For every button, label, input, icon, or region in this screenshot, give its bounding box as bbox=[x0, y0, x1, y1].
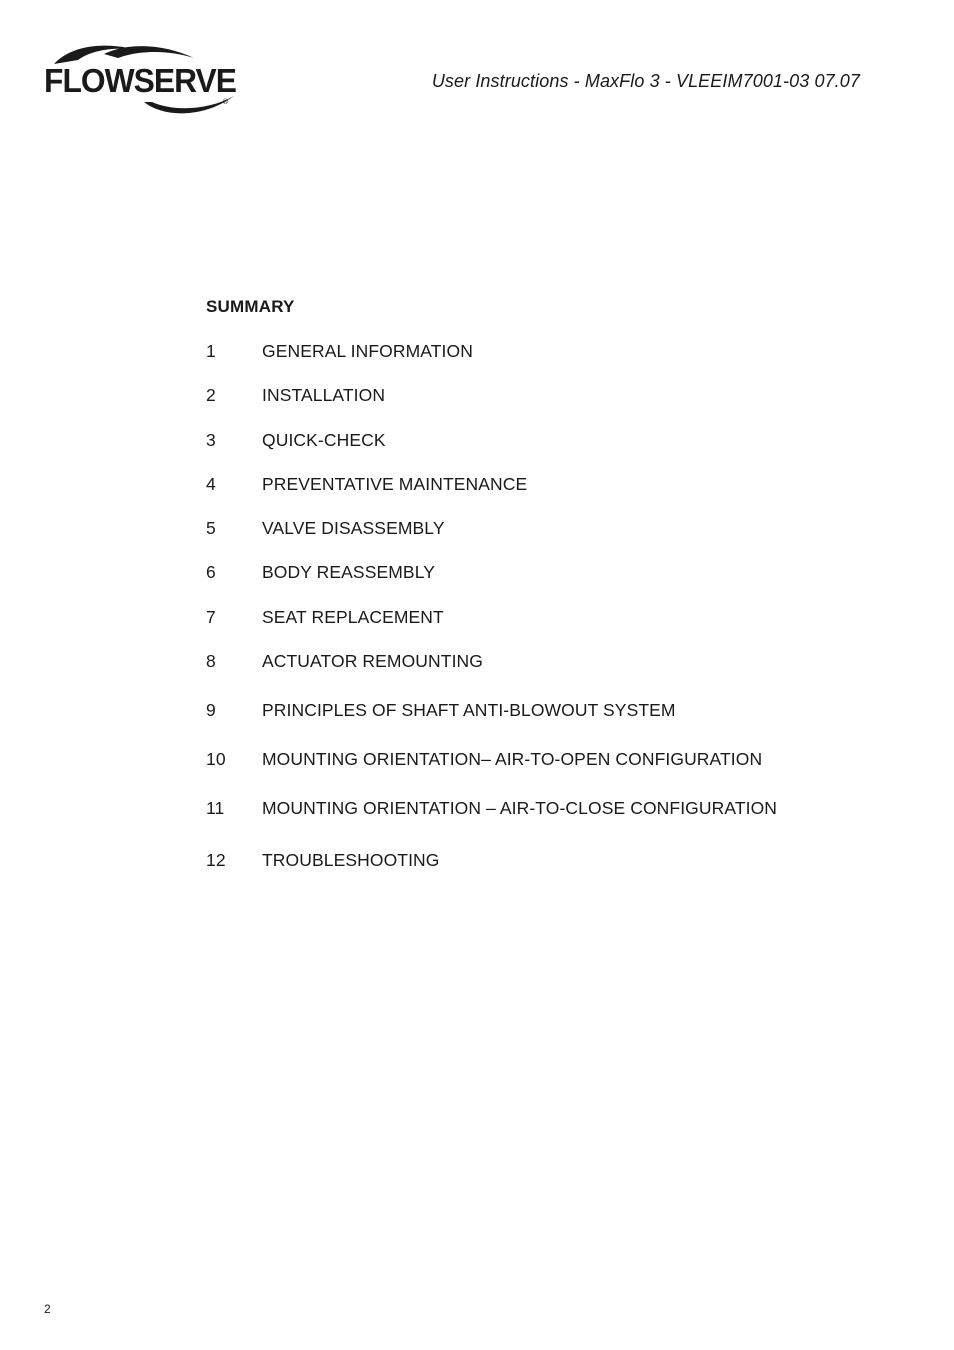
toc-item-title: QUICK-CHECK bbox=[262, 430, 386, 450]
toc-item-number: 3 bbox=[206, 430, 216, 450]
toc-item-number: 5 bbox=[206, 518, 216, 538]
toc-item-title: MOUNTING ORIENTATION– AIR-TO-OPEN CONFIGURATION bbox=[262, 749, 763, 769]
toc-item-number: 4 bbox=[206, 474, 216, 494]
toc-item-number: 6 bbox=[206, 562, 216, 582]
summary-section bbox=[206, 296, 806, 870]
toc-item bbox=[206, 606, 444, 628]
toc-item bbox=[206, 797, 777, 819]
toc-item bbox=[206, 849, 440, 871]
toc-item-title: SEAT REPLACEMENT bbox=[262, 607, 444, 627]
toc-item-number: 2 bbox=[206, 385, 216, 405]
toc-item-number: 9 bbox=[206, 700, 216, 720]
toc-item-number: 11 bbox=[206, 798, 225, 818]
page-number: 2 bbox=[44, 1302, 51, 1316]
toc-item bbox=[206, 384, 385, 406]
toc-item bbox=[206, 429, 386, 451]
toc-item-number: 12 bbox=[206, 850, 226, 870]
toc-item-title: INSTALLATION bbox=[262, 385, 386, 405]
toc-item bbox=[206, 517, 445, 539]
document-title: User Instructions - MaxFlo 3 - VLEEIM7001-03 07.07 bbox=[431, 71, 860, 91]
toc-item bbox=[206, 699, 676, 721]
summary-heading: SUMMARY bbox=[206, 297, 295, 316]
toc-item-number: 7 bbox=[206, 607, 216, 627]
toc-item bbox=[206, 748, 762, 770]
toc-item-title: TROUBLESHOOTING bbox=[262, 850, 440, 870]
toc-item-title: ACTUATOR REMOUNTING bbox=[262, 651, 483, 671]
toc-item-number: 8 bbox=[206, 651, 216, 671]
toc-item-title: GENERAL INFORMATION bbox=[262, 341, 473, 361]
registered-mark: ® bbox=[222, 98, 229, 106]
toc-item-title: MOUNTING ORIENTATION – AIR-TO-CLOSE CONFIGURATION bbox=[262, 798, 778, 818]
flowserve-logo bbox=[44, 44, 240, 118]
toc-item bbox=[206, 340, 473, 362]
toc-item-title: PREVENTATIVE MAINTENANCE bbox=[262, 474, 528, 494]
toc-item bbox=[206, 473, 527, 495]
toc-item bbox=[206, 650, 483, 672]
toc-item-title: PRINCIPLES OF SHAFT ANTI-BLOWOUT SYSTEM bbox=[262, 700, 676, 720]
toc-item-number: 1 bbox=[206, 341, 216, 361]
toc-item-title: VALVE DISASSEMBLY bbox=[262, 518, 445, 538]
svg-text:FLOWSERVE: FLOWSERVE bbox=[44, 62, 236, 99]
toc-item bbox=[206, 561, 435, 583]
toc-item-number: 10 bbox=[206, 749, 226, 769]
toc-item-title: BODY REASSEMBLY bbox=[262, 562, 435, 582]
